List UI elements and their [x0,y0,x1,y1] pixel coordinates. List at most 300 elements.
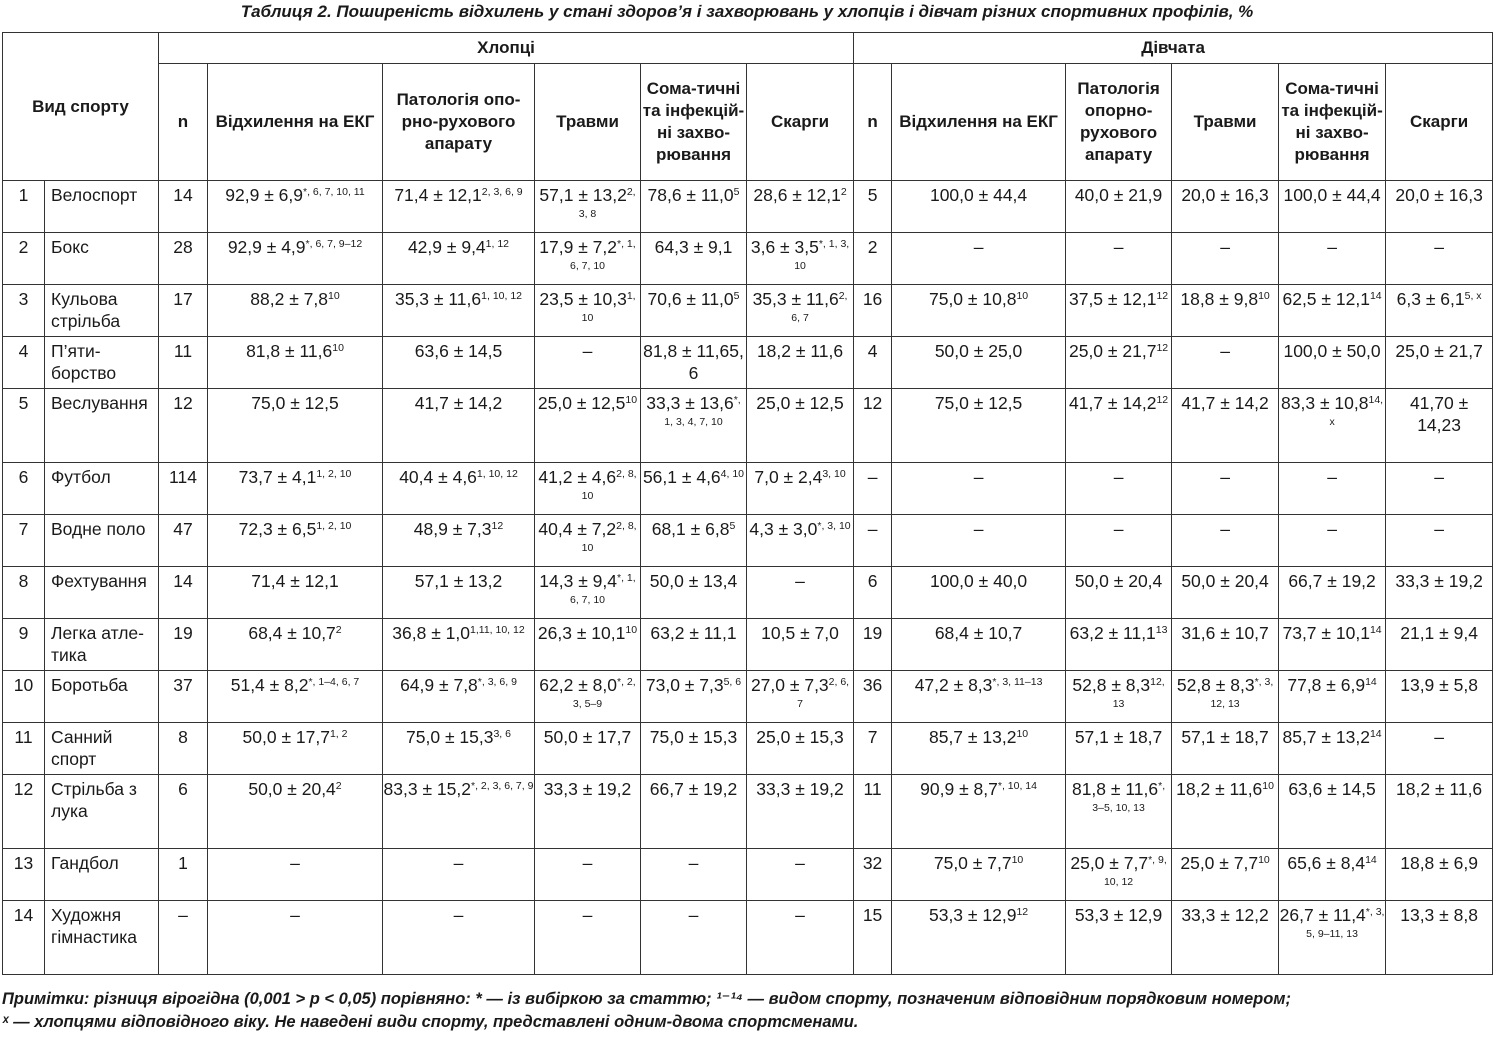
table-cell [641,515,747,567]
table-row [3,181,1493,233]
table-cell [747,849,854,901]
cell-value: 68,1 ± 6,8 [651,519,730,539]
cell-value: 68,4 ± 10,7 [248,623,336,643]
table-cell [535,233,641,285]
cell-value: 27,0 ± 7,3 [750,675,829,695]
cell-value: 33,3 ± 19,2 [1395,571,1483,591]
table-notes [2,988,1492,1034]
cell-value: 11 [173,341,193,361]
table-cell [854,463,892,515]
table-cell [208,285,383,337]
cell-value: 57,1 ± 18,7 [1074,727,1163,747]
cell-superscript: 1, 2, 10 [316,520,352,532]
cell-superscript: 10 [1262,780,1274,792]
cell-superscript: 10 [332,342,344,354]
row-number: 3 [3,285,45,337]
cell-superscript: 14 [1365,854,1377,866]
cell-superscript: 10 [625,394,638,406]
cell-value: 50,0 ± 25,0 [934,341,1023,361]
cell-value: 57,1 ± 18,7 [1181,727,1269,747]
table-cell [1172,285,1279,337]
table-cell [1386,619,1493,671]
cell-superscript: 2, 3, 6, 9 [481,186,523,198]
table-cell [1172,849,1279,901]
table-cell [383,389,535,463]
table-cell [854,285,892,337]
cell-value: 3,6 ± 3,5 [750,237,819,257]
cell-value: 25,0 ± 21,7 [1395,341,1483,361]
cell-superscript: 12 [1016,906,1029,918]
cell-value: 81,8 ± 11,65, 6 [643,341,744,383]
cell-value: 7,0 ± 2,4 [754,467,823,487]
cell-superscript: 3, 10 [822,468,846,480]
table-row [3,567,1493,619]
cell-value: 6 [178,779,188,799]
cell-value: 72,3 ± 6,5 [238,519,317,539]
cell-value: 56,1 ± 4,6 [642,467,721,487]
row-number: 9 [3,619,45,671]
cell-superscript: 14 [1369,728,1382,740]
row-number: 11 [3,723,45,775]
sport-name: Художня гімнастика [45,901,159,975]
cell-value: 64,3 ± 9,1 [654,237,733,257]
row-number: 5 [3,389,45,463]
row-number: 2 [3,233,45,285]
cell-value: 4,3 ± 3,0 [749,519,818,539]
cell-value: 40,4 ± 7,2 [538,519,617,539]
cell-superscript: 14 [1369,624,1382,636]
cell-value: 75,0 ± 12,5 [934,393,1023,413]
cell-superscript: 12 [1156,394,1169,406]
cell-value: 47 [173,519,193,539]
table-cell [892,849,1066,901]
table-cell [159,775,208,849]
table-cell [1172,463,1279,515]
cell-superscript: 10 [1016,290,1029,302]
cell-value: – [453,853,464,873]
cell-value: 13,9 ± 5,8 [1400,675,1478,695]
cell-value: 63,6 ± 14,5 [414,341,503,361]
cell-superscript: *, 2, 3, 6, 7, 9 [470,780,534,792]
table-cell [1172,671,1279,723]
cell-value: 52,8 ± 8,3 [1072,675,1151,695]
table-cell [1172,337,1279,389]
table-cell [208,723,383,775]
table-cell [641,775,747,849]
cell-value: 57,1 ± 13,2 [414,571,503,591]
notes-line-1: Примітки: різниця вірогідна (0,001 > p < 0,05) порівняно: * — із вибіркою за статтю; ¹⁻¹⁴ — видом спорту, позначеним відповідним порядковим номером; [2,990,1291,1008]
sport-name: Водне поло [45,515,159,567]
table-row [3,775,1493,849]
table-cell [159,389,208,463]
cell-value: 26,3 ± 10,1 [537,623,626,643]
table-cell [383,233,535,285]
table-cell [535,181,641,233]
cell-value: – [973,467,984,487]
cell-value: 28,6 ± 12,1 [753,185,841,205]
cell-value: 41,7 ± 14,2 [1181,393,1269,413]
cell-superscript: *, 3, 11–13 [992,676,1043,688]
sport-name: П’яти-борство [45,337,159,389]
table-cell [535,723,641,775]
cell-value: 85,7 ± 13,2 [928,727,1017,747]
table-cell [641,181,747,233]
table-cell [1066,849,1172,901]
cell-value: 70,6 ± 11,0 [647,289,734,309]
sport-name: Бокс [45,233,159,285]
cell-value: 50,0 ± 17,7 [242,727,330,747]
cell-value: – [1434,727,1444,747]
table-cell [535,775,641,849]
table-cell [1386,567,1493,619]
cell-value: – [290,853,300,873]
cell-value: 48,9 ± 7,3 [413,519,492,539]
table-cell [641,723,747,775]
sport-name: Санний спорт [45,723,159,775]
sport-name: Боротьба [45,671,159,723]
cell-value: – [582,853,593,873]
cell-value: – [582,341,593,361]
cell-value: 85,7 ± 13,2 [1282,727,1370,747]
table-cell [535,463,641,515]
header-boys-n: n [159,64,208,181]
table-cell [159,181,208,233]
table-cell [1066,775,1172,849]
cell-superscript: *, 3, 10 [817,520,851,532]
cell-superscript: 2 [840,186,847,198]
cell-value: – [290,905,300,925]
cell-value: – [795,905,805,925]
cell-value: 19 [862,623,883,643]
table-cell [208,233,383,285]
table-cell [854,671,892,723]
cell-value: – [795,853,805,873]
table-cell [892,181,1066,233]
table-cell [535,389,641,463]
table-cell [1279,337,1386,389]
header-girls: Дівчата [854,33,1493,64]
table-cell [892,285,1066,337]
cell-value: 75,0 ± 12,5 [251,393,339,413]
cell-value: – [1220,467,1230,487]
cell-superscript: *, 9, 10, 12 [1103,854,1167,888]
cell-value: – [1434,519,1444,539]
cell-value: 81,8 ± 11,6 [246,341,333,361]
table-body [3,181,1493,975]
table-cell [892,389,1066,463]
row-number: 7 [3,515,45,567]
cell-value: – [1434,237,1444,257]
cell-superscript: *, 6, 7, 9–12 [305,238,363,250]
cell-superscript: 4, 10 [720,468,745,480]
cell-value: 36 [862,675,883,695]
cell-superscript: 2 [335,780,342,792]
header-boys-somatic: Сома-тичні та інфекцій-ні захво-рювання [641,64,747,181]
cell-value: 20,0 ± 16,3 [1395,185,1483,205]
table-cell [208,901,383,975]
table-cell [208,619,383,671]
row-number: 10 [3,671,45,723]
cell-value: 52,8 ± 8,3 [1176,675,1255,695]
table-cell [159,515,208,567]
cell-value: 90,9 ± 8,7 [920,779,998,799]
cell-value: 53,3 ± 12,9 [928,905,1017,925]
cell-value: 78,6 ± 11,0 [647,185,734,205]
cell-superscript: 2, 6, 7 [791,290,848,324]
table-cell [854,849,892,901]
table-cell [1386,775,1493,849]
cell-value: 25,0 ± 7,7 [1070,853,1149,873]
table-cell [159,619,208,671]
cell-value: – [688,905,699,925]
table-cell [159,285,208,337]
row-number: 1 [3,181,45,233]
cell-value: 75,0 ± 15,3 [406,727,494,747]
header-boys-musculoskeletal: Патологія опо-рно-рухового апарату [383,64,535,181]
cell-superscript: 1, 10, 12 [476,468,518,480]
table-cell [159,723,208,775]
cell-value: 25,0 ± 7,7 [1180,853,1259,873]
table-cell [1386,181,1493,233]
cell-superscript: 5, x [1464,290,1482,302]
table-cell [1066,463,1172,515]
table-cell [1172,775,1279,849]
cell-superscript: *, 2, 3, 5–9 [572,676,636,710]
table-cell [535,515,641,567]
cell-superscript: 12 [1156,290,1169,302]
cell-value: 75,0 ± 10,8 [928,289,1017,309]
table-cell [1386,389,1493,463]
table-cell [641,233,747,285]
cell-value: 64,9 ± 7,8 [400,675,478,695]
cell-value: 71,4 ± 12,1 [251,571,339,591]
sport-name: Легка атле-тика [45,619,159,671]
table-cell [1066,723,1172,775]
table-cell [1386,723,1493,775]
cell-value: 18,8 ± 9,8 [1180,289,1259,309]
cell-value: 14 [173,185,193,205]
cell-value: 92,9 ± 4,9 [227,237,306,257]
cell-superscript: 14, x [1329,394,1384,428]
table-row [3,849,1493,901]
cell-value: – [582,905,593,925]
header-girls-somatic: Сома-тичні та інфекцій-ні захво-рювання [1279,64,1386,181]
cell-value: 17,9 ± 7,2 [539,237,618,257]
cell-superscript: *, 3, 5, 9–11, 13 [1306,906,1385,940]
header-girls-injuries: Травми [1172,64,1279,181]
table-cell [747,567,854,619]
cell-value: 63,2 ± 11,1 [1069,623,1156,643]
table-cell [383,671,535,723]
table-row [3,723,1493,775]
cell-superscript: *, 6, 7, 10, 11 [303,186,365,198]
table-cell [854,901,892,975]
table-cell [892,775,1066,849]
cell-value: 50,0 ± 20,4 [1181,571,1269,591]
table-cell [1172,567,1279,619]
cell-value: 68,4 ± 10,7 [934,623,1023,643]
cell-value: 71,4 ± 12,1 [394,185,482,205]
cell-value: 18,2 ± 11,6 [1396,779,1483,799]
cell-value: – [973,237,984,257]
table-cell [854,567,892,619]
cell-superscript: 10 [1258,854,1270,866]
sport-name: Кульова стрільба [45,285,159,337]
table-row [3,285,1493,337]
cell-value: 100,0 ± 44,4 [929,185,1028,205]
table-cell [159,337,208,389]
cell-superscript: 2, 8, 10 [581,520,637,554]
table-cell [1066,619,1172,671]
header-girls-n: n [854,64,892,181]
cell-value: 6,3 ± 6,1 [1396,289,1465,309]
table-cell [641,567,747,619]
cell-value: 92,9 ± 6,9 [225,185,304,205]
table-cell [641,337,747,389]
cell-value: 25,0 ± 12,5 [537,393,626,413]
cell-value: 2 [867,237,878,257]
cell-superscript: 3, 6 [493,728,511,740]
cell-superscript: 5 [733,290,740,302]
cell-value: – [973,519,984,539]
table-cell [383,463,535,515]
table-cell [383,619,535,671]
table-cell [1279,723,1386,775]
cell-value: 33,3 ± 19,2 [756,779,844,799]
table-cell [641,901,747,975]
table-caption: Таблиця 2. Поширеність відхилень у стані здоров’я і захворювань у хлопців і дівчат різних спортивних профілів, % [240,2,1254,21]
cell-value: 100,0 ± 50,0 [1283,341,1381,361]
cell-value: 100,0 ± 40,0 [929,571,1028,591]
health-deviations-table [2,32,1493,975]
cell-superscript: *, 1, 6, 7, 10 [569,238,636,272]
cell-value: 25,0 ± 15,3 [756,727,844,747]
table-cell [641,285,747,337]
table-cell [854,389,892,463]
table-cell [747,233,854,285]
table-cell [747,463,854,515]
table-cell [1172,233,1279,285]
table-cell [1172,901,1279,975]
table-cell [747,515,854,567]
table-cell [159,671,208,723]
cell-superscript: 14 [1369,290,1382,302]
cell-superscript: 12, 13 [1112,676,1165,710]
table-cell [1386,463,1493,515]
table-cell [1279,901,1386,975]
cell-value: 14 [173,571,193,591]
table-cell [535,337,641,389]
table-cell [208,671,383,723]
cell-value: 1 [178,853,188,873]
table-cell [1279,849,1386,901]
row-number: 13 [3,849,45,901]
cell-value: 37,5 ± 12,1 [1068,289,1157,309]
cell-value: 7 [867,727,878,747]
table-cell [159,233,208,285]
table-cell [1172,723,1279,775]
cell-superscript: 5 [733,186,740,198]
table-cell [1279,233,1386,285]
sport-name: Футбол [45,463,159,515]
table-cell [1172,515,1279,567]
table-cell [1066,233,1172,285]
cell-superscript: 1,11, 10, 12 [470,624,525,636]
table-row [3,463,1493,515]
table-cell [747,901,854,975]
cell-value: 50,0 ± 13,4 [649,571,738,591]
table-cell [892,619,1066,671]
table-cell [892,515,1066,567]
table-cell [1172,389,1279,463]
cell-value: 77,8 ± 6,9 [1287,675,1366,695]
cell-value: 41,70 ± 14,23 [1409,393,1469,435]
table-cell [383,723,535,775]
cell-value: – [688,853,699,873]
cell-superscript: *, 1, 6, 7, 10 [569,572,636,606]
table-cell [1386,233,1493,285]
cell-value: – [1327,237,1337,257]
cell-value: 35,3 ± 11,6 [394,289,482,309]
table-cell [208,181,383,233]
cell-value: 63,6 ± 14,5 [1288,779,1376,799]
cell-value: 11 [863,779,882,799]
table-cell [1386,285,1493,337]
table-cell [747,181,854,233]
cell-superscript: 12 [491,520,504,532]
cell-value: – [867,519,878,539]
table-cell [892,567,1066,619]
cell-value: 37 [173,675,193,695]
cell-superscript: 5, 6 [723,676,742,688]
cell-superscript: 1, 2, 10 [316,468,352,480]
cell-value: 75,0 ± 15,3 [649,727,738,747]
table-cell [1279,619,1386,671]
cell-value: – [1220,341,1230,361]
table-cell [1066,515,1172,567]
table-cell [892,723,1066,775]
cell-value: – [1327,519,1337,539]
table-cell [747,337,854,389]
table-cell [159,567,208,619]
table-cell [159,901,208,975]
sport-name: Гандбол [45,849,159,901]
table-cell [535,285,641,337]
header-boys-injuries: Травми [535,64,641,181]
cell-value: 51,4 ± 8,2 [230,675,309,695]
table-cell [1386,901,1493,975]
cell-value: 100,0 ± 44,4 [1283,185,1381,205]
cell-value: 57,1 ± 13,2 [539,185,627,205]
table-cell [208,567,383,619]
cell-superscript: *, 10, 14 [997,780,1037,792]
cell-value: – [795,571,805,591]
cell-superscript: 2, 3, 8 [578,186,636,220]
table-cell [1279,515,1386,567]
notes-line-2: ˣ — хлопцями відповідного віку. Не наведені види спорту, представлені одним-двома спортсменами. [2,1013,859,1031]
header-girls-ecg: Відхилення на ЕКГ [892,64,1066,181]
cell-value: 19 [173,623,193,643]
table-cell [854,337,892,389]
table-cell [1066,901,1172,975]
cell-value: 62,2 ± 8,0 [539,675,618,695]
row-number: 6 [3,463,45,515]
table-cell [383,849,535,901]
table-row [3,619,1493,671]
table-cell [1279,181,1386,233]
table-cell [1279,389,1386,463]
table-cell [1172,619,1279,671]
